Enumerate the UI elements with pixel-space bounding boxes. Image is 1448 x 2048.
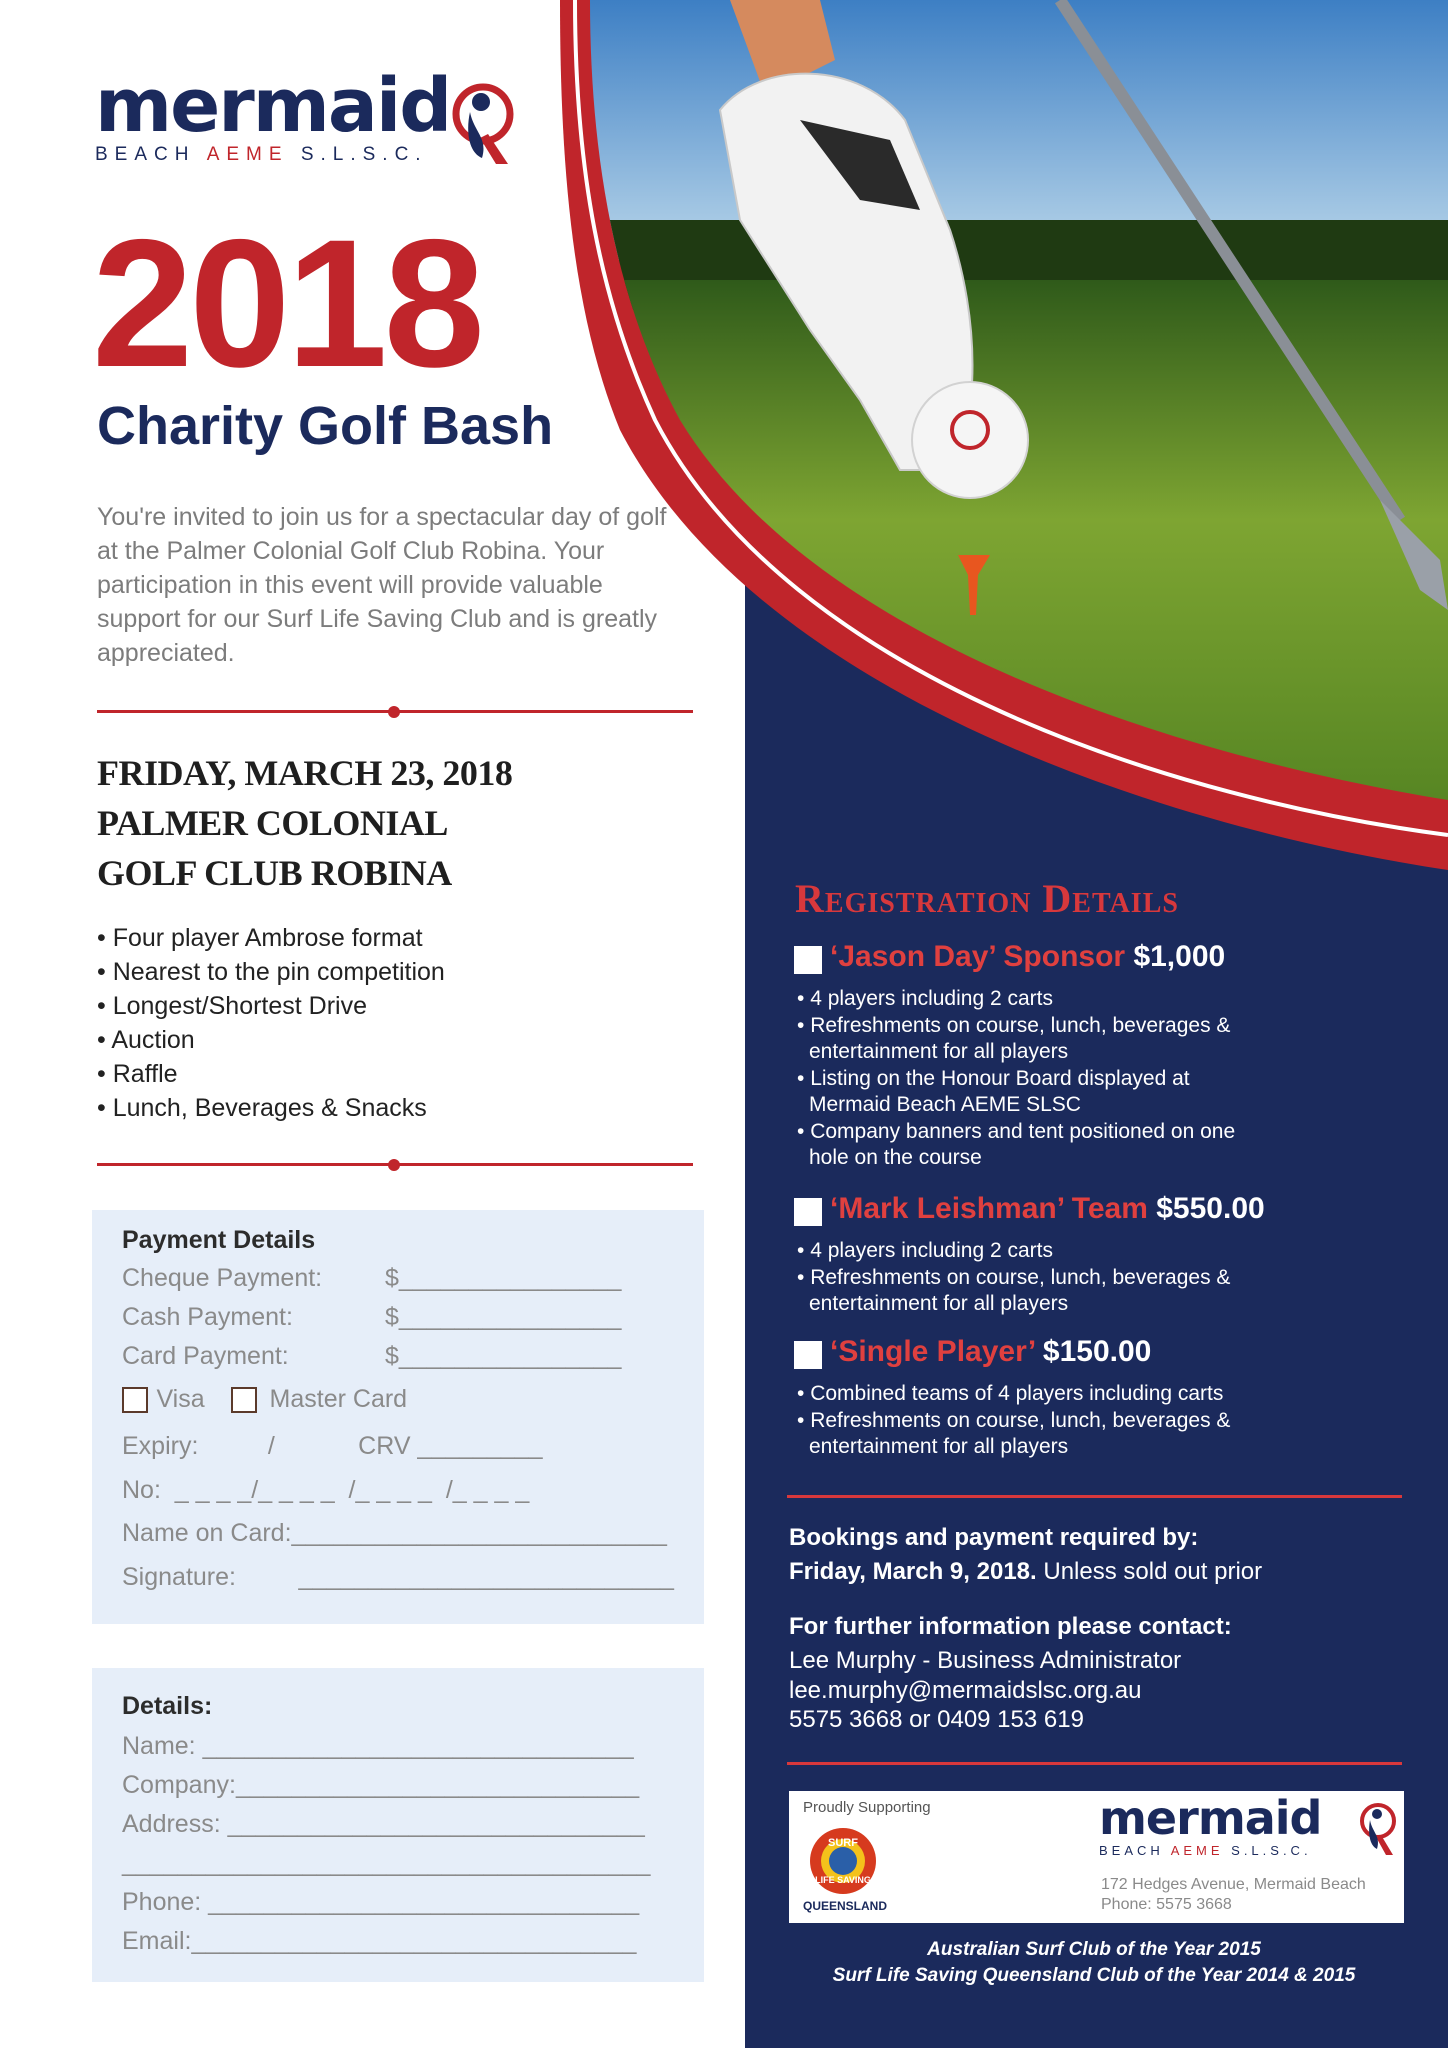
name-field[interactable]: Name: _______________________________: [122, 1732, 634, 1760]
cash-payment-field[interactable]: $________________: [385, 1303, 622, 1331]
visa-checkbox-row: [122, 1385, 407, 1414]
divider-dot: [388, 706, 400, 718]
registration-title: Registration Details: [795, 876, 1179, 921]
club-address: 172 Hedges Avenue, Mermaid Beach: [1101, 1876, 1366, 1893]
address-field-line-2[interactable]: ______________________________________: [122, 1849, 651, 1877]
club-logo-small: [1099, 1793, 1321, 1858]
proudly-supporting-label: Proudly Supporting: [803, 1799, 931, 1816]
intro-paragraph: You're invited to join us for a spectacular day of golf at the Palmer Colonial Golf Club Robina. Your participation in this event will provide valuable support for our Surf Life Saving Club and is greatly appreciated.: [97, 503, 667, 667]
club-logo: [95, 63, 451, 166]
details-title: Details:: [122, 1692, 213, 1720]
tier-checkbox-mark-leishman[interactable]: [794, 1198, 822, 1226]
visa-checkbox[interactable]: [122, 1387, 148, 1413]
logo-subtitle: BEACH AEME S.L.S.C.: [1099, 1843, 1312, 1858]
feature-item: • Four player Ambrose format: [97, 921, 445, 955]
logo-wordmark: mermaid: [1099, 1791, 1322, 1845]
feature-item: • Longest/Shortest Drive: [97, 989, 445, 1023]
card-payment-label: Card Payment:: [122, 1342, 289, 1370]
name-on-card-field[interactable]: Name on Card:___________________________: [122, 1519, 667, 1547]
tier-benefit: • 4 players including 2 carts: [793, 1238, 1253, 1265]
venue-line-1: PALMER COLONIAL: [97, 803, 448, 843]
feature-item: • Auction: [97, 1023, 445, 1057]
event-features-list: [97, 921, 445, 1125]
email-field[interactable]: Email:________________________________: [122, 1927, 637, 1955]
event-title: Charity Golf Bash: [97, 396, 554, 456]
expiry-crv-field[interactable]: Expiry: / CRV _________: [122, 1432, 543, 1460]
phone-field[interactable]: Phone: _______________________________: [122, 1888, 640, 1916]
cheque-payment-field[interactable]: $________________: [385, 1264, 622, 1292]
company-field[interactable]: Company:_____________________________: [122, 1771, 640, 1799]
address-field[interactable]: Address: ______________________________: [122, 1810, 645, 1838]
contact-email-link[interactable]: lee.murphy@mermaidslsc.org.au: [789, 1677, 1142, 1704]
mermaid-emblem-icon: [1357, 1797, 1399, 1859]
event-year: 2018: [92, 201, 481, 405]
mastercard-label: Master Card: [269, 1385, 408, 1413]
slsq-queensland-label: QUEENSLAND: [803, 1899, 888, 1913]
tier-heading-single-player: ‘Single Player’ $150.00: [830, 1335, 1152, 1368]
logo-wordmark: mermaid: [95, 63, 451, 149]
cheque-payment-label: Cheque Payment:: [122, 1264, 323, 1292]
cash-payment-label: Cash Payment:: [122, 1303, 293, 1331]
club-phone: Phone: 5575 3668: [1101, 1896, 1232, 1913]
tier-benefit: • Company banners and tent positioned on one hole on the course: [793, 1119, 1253, 1172]
tier-benefits-jason-day: [793, 986, 1253, 1172]
booking-heading: Bookings and payment required by:: [789, 1524, 1199, 1551]
payment-title: Payment Details: [122, 1226, 316, 1254]
card-number-field[interactable]: No: _ _ _ _/_ _ _ _ /_ _ _ _ /_ _ _ _: [122, 1476, 530, 1504]
slsq-badge-icon: [807, 1825, 879, 1897]
golf-hero-image: [560, 0, 1448, 870]
contact-name: Lee Murphy - Business Administrator: [789, 1647, 1182, 1674]
feature-item: • Raffle: [97, 1057, 445, 1091]
tier-checkbox-single-player[interactable]: [794, 1341, 822, 1369]
divider-dot: [388, 1159, 400, 1171]
tier-benefit: • Listing on the Honour Board displayed at Mermaid Beach AEME SLSC: [793, 1066, 1253, 1119]
tier-benefits-single-player: [793, 1381, 1273, 1461]
feature-item: • Lunch, Beverages & Snacks: [97, 1091, 445, 1125]
contact-heading: For further information please contact:: [789, 1613, 1232, 1640]
contact-phone: 5575 3668 or 0409 153 619: [789, 1706, 1084, 1733]
award-line-2: Surf Life Saving Queensland Club of the Year 2014 & 2015: [832, 1965, 1356, 1986]
tier-checkbox-jason-day[interactable]: [794, 946, 822, 974]
event-date: FRIDAY, MARCH 23, 2018: [97, 753, 513, 793]
tier-heading-jason-day: ‘Jason Day’ Sponsor $1,000: [830, 940, 1226, 973]
tier-benefit: • Combined teams of 4 players including carts: [793, 1381, 1273, 1408]
tier-benefit: • Refreshments on course, lunch, beverages & entertainment for all players: [793, 1408, 1273, 1461]
divider: [787, 1495, 1402, 1498]
venue-line-2: GOLF CLUB ROBINA: [97, 853, 452, 893]
signature-field[interactable]: Signature: ___________________________: [122, 1563, 674, 1591]
mermaid-emblem-icon: [448, 72, 518, 167]
logo-subtitle: BEACH AEME S.L.S.C.: [95, 144, 428, 165]
mastercard-checkbox[interactable]: [231, 1387, 257, 1413]
award-line-1: Australian Surf Club of the Year 2015: [927, 1939, 1261, 1960]
feature-item: • Nearest to the pin competition: [97, 955, 445, 989]
contact-details-form: [92, 1668, 704, 1982]
divider: [787, 1762, 1402, 1765]
tier-benefit: • 4 players including 2 carts: [793, 986, 1253, 1013]
card-payment-field[interactable]: $________________: [385, 1342, 622, 1370]
sponsor-box: [789, 1791, 1404, 1923]
tier-benefits-mark-leishman: [793, 1238, 1253, 1318]
tier-heading-mark-leishman: ‘Mark Leishman’ Team $550.00: [830, 1192, 1265, 1225]
visa-label: Visa: [156, 1385, 205, 1413]
tier-benefit: • Refreshments on course, lunch, beverages & entertainment for all players: [793, 1013, 1253, 1066]
tier-benefit: • Refreshments on course, lunch, beverages & entertainment for all players: [793, 1265, 1253, 1318]
slsq-badge-middle: LIFE SAVING: [815, 1875, 871, 1885]
payment-details-form: [92, 1210, 704, 1624]
booking-deadline: Friday, March 9, 2018. Unless sold out prior: [789, 1558, 1263, 1585]
slsq-badge-top: SURF: [828, 1837, 858, 1849]
